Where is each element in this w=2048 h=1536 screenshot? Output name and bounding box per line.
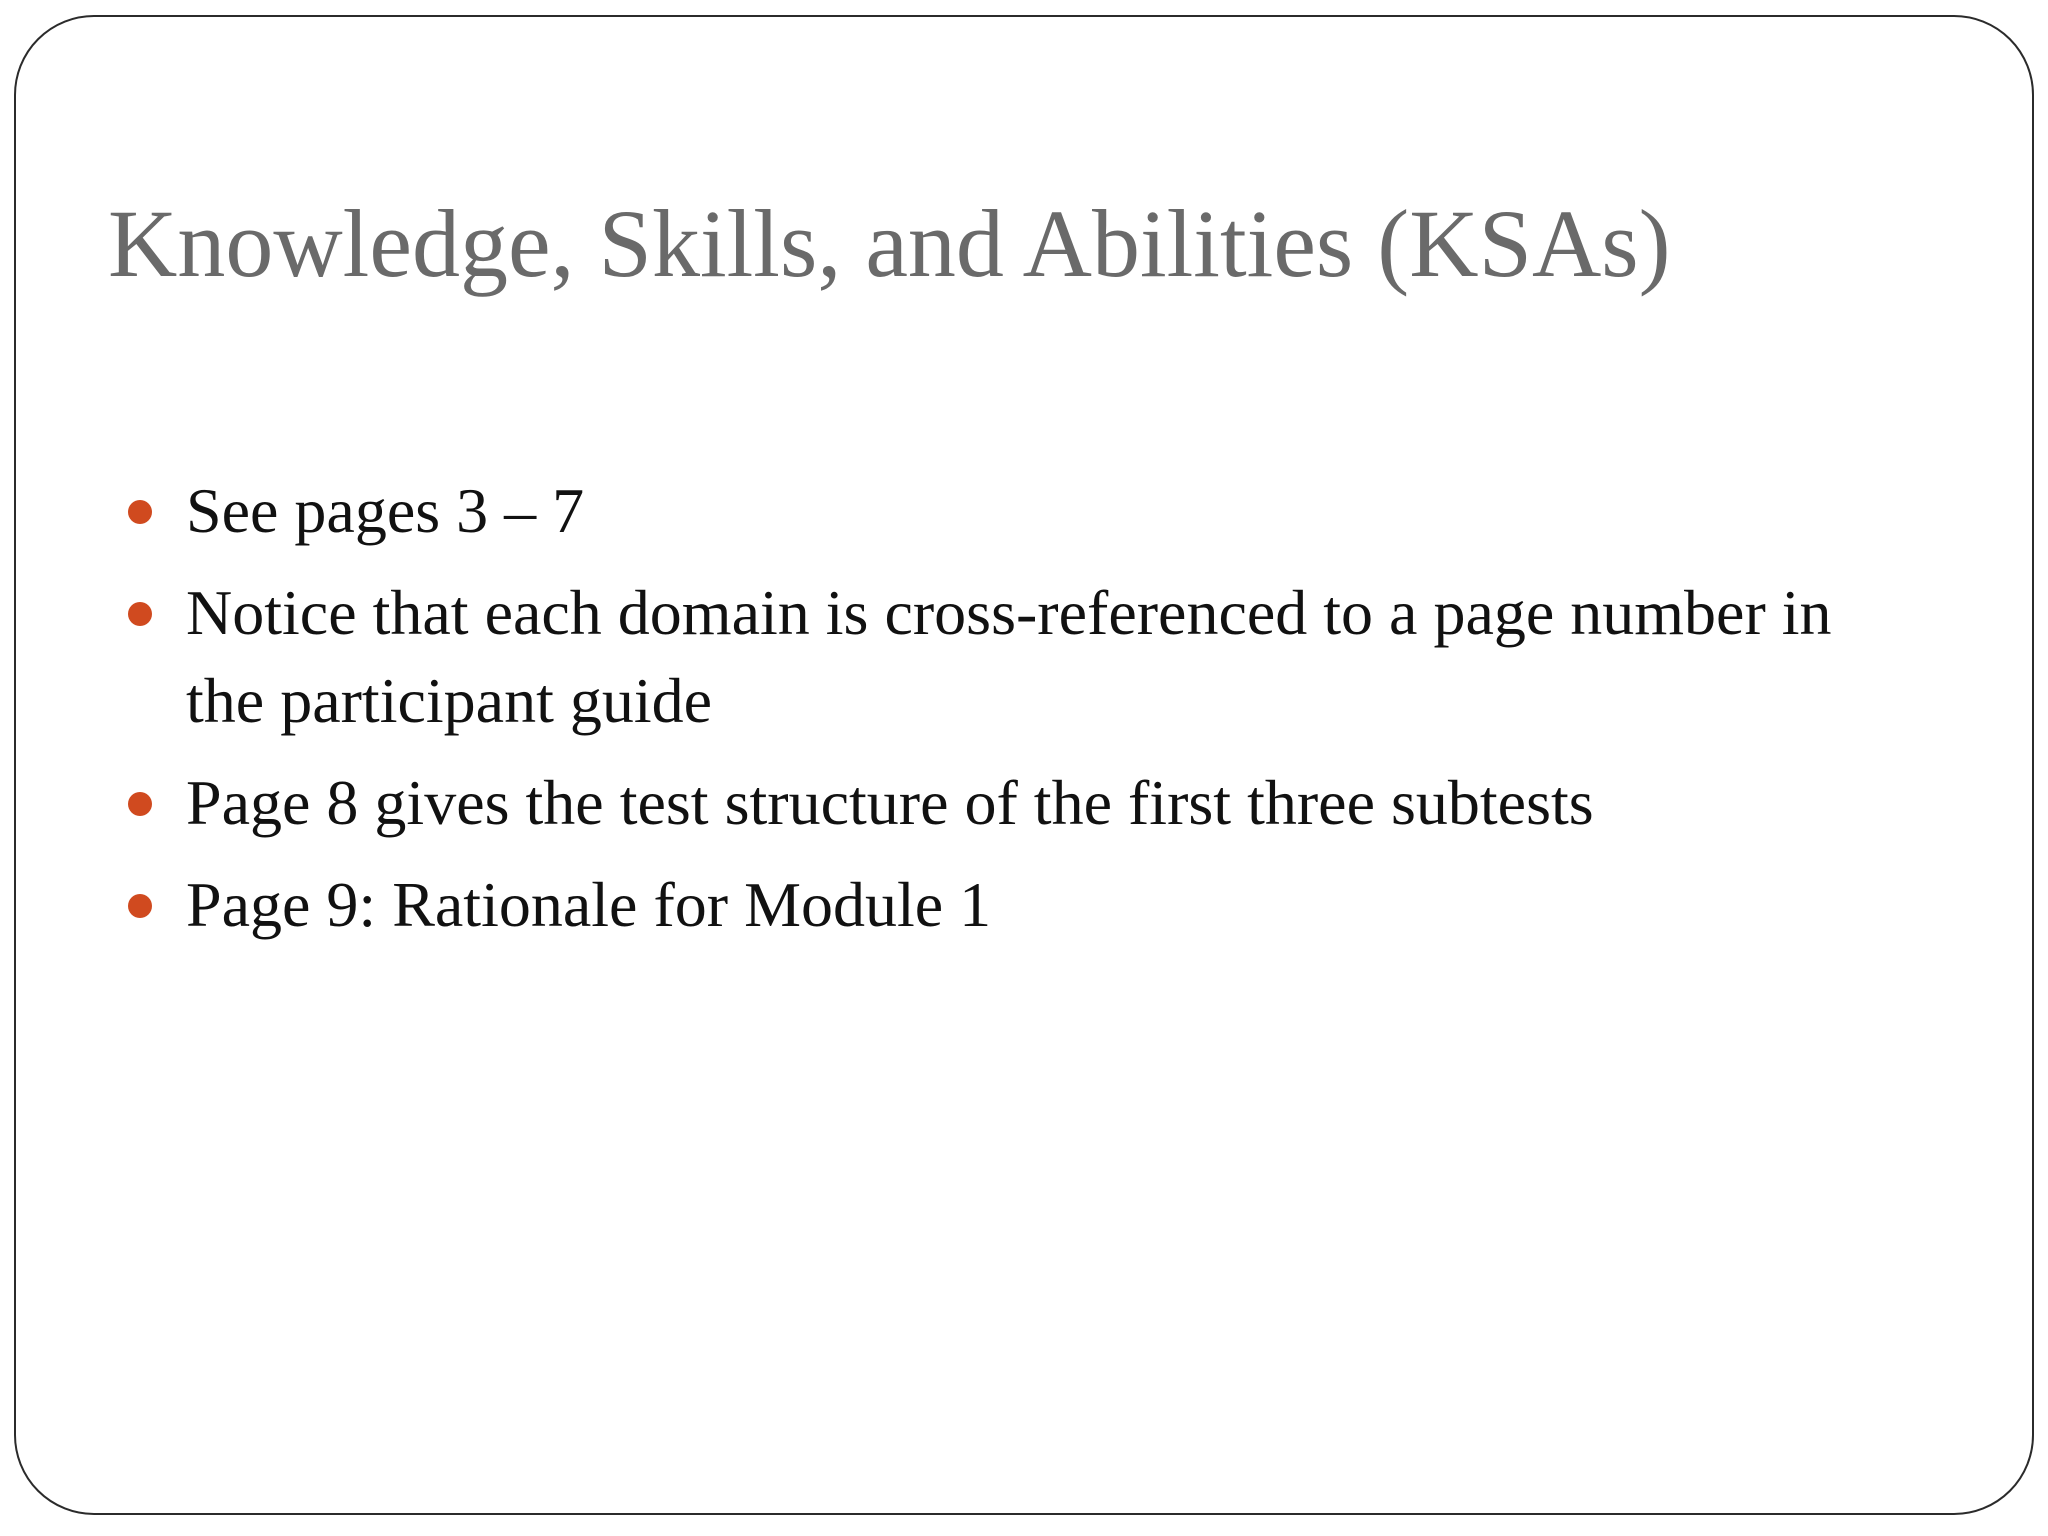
bullet-text: Page 9: Rationale for Module 1 bbox=[186, 869, 992, 940]
bullet-dot-icon bbox=[128, 500, 152, 524]
bullet-item-2 bbox=[16, 569, 1916, 745]
bullet-dot-icon bbox=[128, 602, 152, 626]
bullet-list bbox=[16, 467, 1916, 963]
bullet-item-3 bbox=[16, 759, 1916, 847]
bullet-text: Notice that each domain is cross-referenced to a page number in the participant guide bbox=[186, 577, 1832, 736]
bullet-item-1 bbox=[16, 467, 1916, 555]
bullet-dot-icon bbox=[128, 894, 152, 918]
slide-frame bbox=[14, 15, 2034, 1515]
bullet-dot-icon bbox=[128, 792, 152, 816]
bullet-text: Page 8 gives the test structure of the first three subtests bbox=[186, 767, 1594, 838]
bullet-item-4 bbox=[16, 861, 1916, 949]
bullet-text: See pages 3 – 7 bbox=[186, 475, 585, 546]
slide-title: Knowledge, Skills, and Abilities (KSAs) bbox=[108, 190, 1671, 297]
